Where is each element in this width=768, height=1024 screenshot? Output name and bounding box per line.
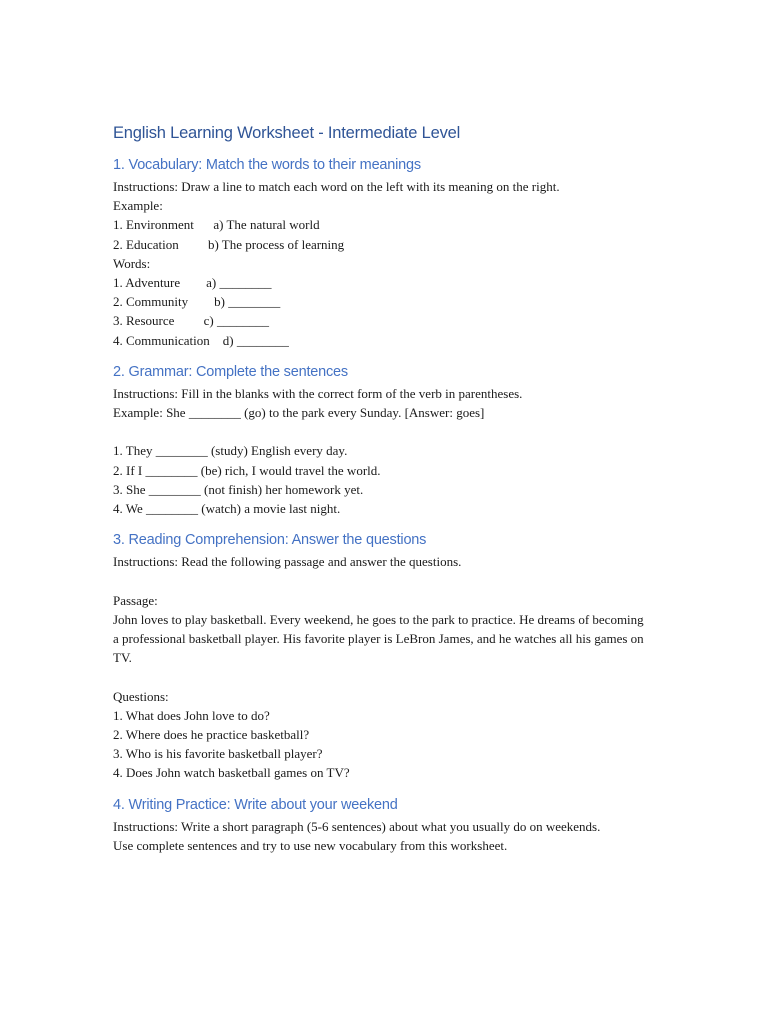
document-title: English Learning Worksheet - Intermediate Level	[113, 124, 461, 142]
grammar-item: 4. We ________ (watch) a movie last night.	[113, 501, 341, 517]
writing-note: Use complete sentences and try to use new vocabulary from this worksheet.	[113, 837, 508, 853]
reading-instructions: Instructions: Read the following passage and answer the questions.	[113, 554, 462, 570]
vocabulary-example-item: 2. Education b) The process of learning	[113, 236, 345, 252]
grammar-item: 2. If I ________ (be) rich, I would travel the world.	[113, 462, 381, 478]
grammar-instructions: Instructions: Fill in the blanks with the correct form of the verb in parentheses.	[113, 385, 523, 401]
spacer	[113, 667, 673, 686]
vocabulary-section	[113, 157, 673, 350]
vocabulary-instructions: Instructions: Draw a line to match each word on the left with its meaning on the right.	[113, 179, 560, 194]
writing-section	[113, 797, 673, 855]
spacer	[113, 422, 673, 441]
reading-question: 2. Where does he practice basketball?	[113, 727, 310, 743]
document-body	[113, 124, 673, 869]
vocabulary-example-label: Example:	[113, 198, 163, 214]
grammar-heading: 2. Grammar: Complete the sentences	[113, 363, 348, 380]
vocabulary-word-item: 4. Communication d) ________	[113, 332, 289, 348]
vocabulary-word-item: 3. Resource c) ________	[113, 313, 269, 329]
vocabulary-heading: 1. Vocabulary: Match the words to their meanings	[113, 157, 421, 173]
reading-question: 4. Does John watch basketball games on TV?	[113, 765, 350, 781]
writing-instructions: Instructions: Write a short paragraph (5-6 sentences) about what you usually do on weekends.	[113, 818, 601, 834]
passage-label: Passage:	[113, 592, 158, 608]
grammar-section	[113, 364, 673, 518]
passage-text: John loves to play basketball. Every weekend, he goes to the park to practice. He dreams of becoming a professional basketball player. His favorite player is LeBron James, and he watches all his games on TV.	[113, 611, 644, 666]
grammar-example: Example: She ________ (go) to the park every Sunday. [Answer: goes]	[113, 405, 485, 421]
reading-heading: 3. Reading Comprehension: Answer the questions	[113, 532, 427, 549]
vocabulary-example-item: 1. Environment a) The natural world	[113, 217, 320, 233]
reading-question: 3. Who is his favorite basketball player?	[113, 746, 323, 762]
vocabulary-words-label: Words:	[113, 255, 151, 271]
vocabulary-word-item: 2. Community b) ________	[113, 294, 281, 310]
reading-question: 1. What does John love to do?	[113, 707, 270, 723]
vocabulary-word-item: 1. Adventure a) ________	[113, 275, 272, 291]
grammar-item: 3. She ________ (not finish) her homework yet.	[113, 481, 364, 497]
grammar-item: 1. They ________ (study) English every day.	[113, 443, 348, 459]
spacer	[113, 571, 673, 590]
questions-label: Questions:	[113, 688, 169, 704]
reading-section	[113, 532, 673, 782]
writing-heading: 4. Writing Practice: Write about your weekend	[113, 796, 398, 813]
